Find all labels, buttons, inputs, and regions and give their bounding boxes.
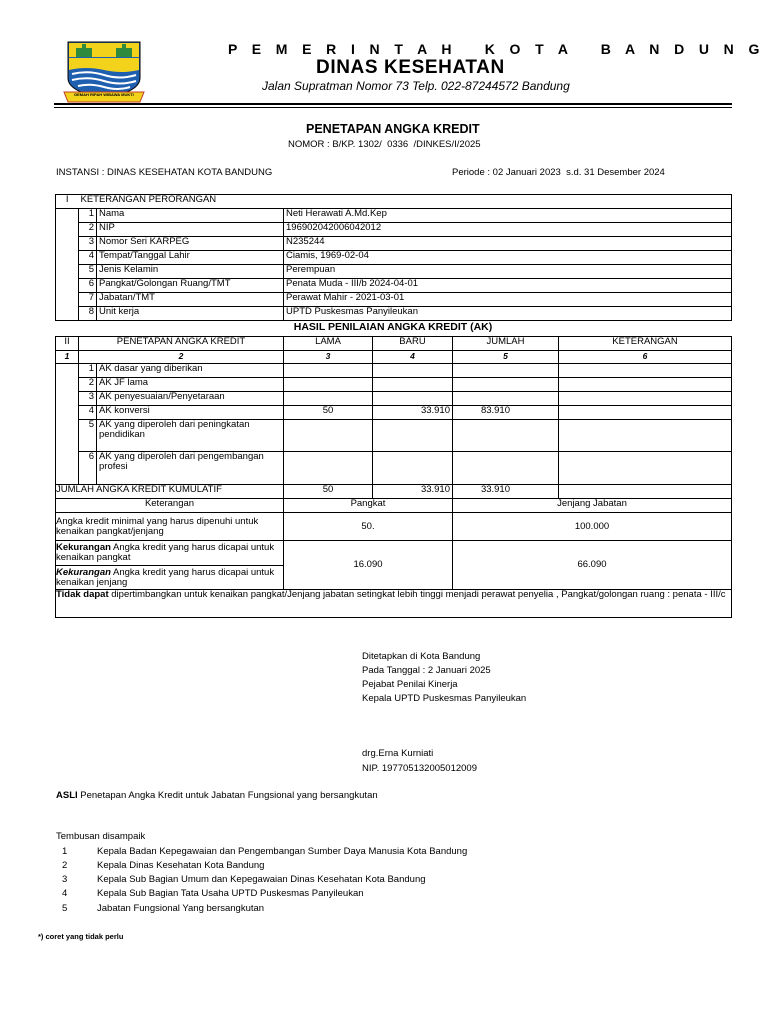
asli-note: ASLI Penetapan Angka Kredit untuk Jabatan Fungsional yang bersangkutan	[56, 790, 378, 801]
sign-date: Pada Tanggal : 2 Januari 2025	[362, 665, 491, 676]
periode-line: Periode : 02 Januari 2023 s.d. 31 Desember 2024	[452, 167, 665, 178]
personal-info-table	[55, 194, 732, 321]
table-row: 1 AK dasar yang diberikan	[56, 364, 732, 378]
sign-role: Pejabat Penilai Kinerja	[362, 679, 458, 690]
section-num: II	[56, 337, 79, 351]
section-num: I	[56, 195, 79, 209]
document-title: PENETAPAN ANGKA KREDIT	[306, 122, 480, 136]
tembusan-number: 2	[62, 860, 68, 871]
tembusan-number: 3	[62, 874, 68, 885]
total-row: JUMLAH ANGKA KREDIT KUMULATIF 50 33.910 33.910	[56, 485, 732, 499]
tembusan-item: Kepala Badan Kepegawaian dan Pengembangan Sumber Daya Manusia Kota Bandung	[97, 846, 468, 857]
agency-heading: DINAS KESEHATAN	[316, 57, 505, 78]
table-row: 5 AK yang diperoleh dari peningkatan pendidikan	[56, 420, 732, 452]
tembusan-number: 5	[62, 903, 68, 914]
sign-place: Ditetapkan di Kota Bandung	[362, 651, 481, 662]
sign-position: Kepala UPTD Puskesmas Panyileukan	[362, 693, 527, 704]
kekurangan-pangkat-row: Kekurangan Angka kredit yang harus dicapai untuk kenaikan pangkat 16.090 66.090	[56, 541, 732, 566]
document-number: NOMOR : B/KP. 1302/ 0336 /DINKES/I/2025	[288, 139, 481, 150]
table-row: 6 Pangkat/Golongan Ruang/TMT Penata Muda - III/b 2024-04-01	[56, 279, 732, 293]
tembusan-item: Kepala Sub Bagian Tata Usaha UPTD Puskesmas Panyileukan	[97, 888, 364, 899]
tembusan-item: Kepala Sub Bagian Umum dan Kepegawaian Dinas Kesehatan Kota Bandung	[97, 874, 426, 885]
table-row: 2 NIP 196902042006042012	[56, 223, 732, 237]
table-row: 2 AK JF lama	[56, 378, 732, 392]
letterhead-rule-thin	[54, 107, 732, 108]
tembusan-item: Kepala Dinas Kesehatan Kota Bandung	[97, 860, 265, 871]
angka-kredit-table	[55, 336, 732, 618]
table-row: 7 Jabatan/TMT Perawat Mahir - 2021-03-01	[56, 293, 732, 307]
tembusan-number: 4	[62, 888, 68, 899]
table-row: 3 AK penyesuaian/Penyetaraan	[56, 392, 732, 406]
table-header-row: II PENETAPAN ANGKA KREDIT LAMA BARU JUMLAH KETERANGAN	[56, 337, 732, 351]
table-row: 5 Jenis Kelamin Perempuan	[56, 265, 732, 279]
kekurangan-pangkat-value: 16.090	[284, 541, 453, 590]
letterhead-rule	[54, 103, 732, 105]
hasil-penilaian-banner: HASIL PENILAIAN ANGKA KREDIT (AK)	[293, 321, 493, 333]
section-title: KETERANGAN PERORANGAN	[79, 195, 732, 209]
table-row: 8 Unit kerja UPTD Puskesmas Panyileukan	[56, 307, 732, 321]
minimal-row: Angka kredit minimal yang harus dipenuhi untuk kenaikan pangkat/jenjang 50. 100.000	[56, 513, 732, 541]
kekurangan-jenjang-row: Kekurangan Angka kredit yang harus dicapai untuk kenaikan jenjang	[56, 566, 732, 590]
agency-address: Jalan Supratman Nomor 73 Telp. 022-87244572 Bandung	[262, 79, 570, 93]
table-row: 3 Nomor Seri KARPEG N235244	[56, 237, 732, 251]
signer-nip: NIP. 197705132005012009	[362, 763, 477, 774]
keterangan-header-row: Keterangan Pangkat Jenjang Jabatan	[56, 499, 732, 513]
logo-ribbon-text: GEMAH RIPAH WIBAWA MUKTI	[74, 92, 134, 97]
tembusan-number: 1	[62, 846, 68, 857]
table-row: 4 AK konversi 50 33.910 83.910	[56, 406, 732, 420]
column-number-row: 1 2 3 4 5 6	[56, 351, 732, 364]
tidak-dapat-row: Tidak dapat dipertimbangkan untuk kenaikan pangkat/Jenjang jabatan setingkat lebih tinggi menjadi perawat penyelia , Pangkat/golongan ruang : penata - III/c	[56, 590, 732, 618]
table-row: 1 Nama Neti Herawati A.Md.Kep	[56, 209, 732, 223]
table-row: 4 Tempat/Tanggal Lahir Ciamis, 1969-02-04	[56, 251, 732, 265]
government-heading: P E M E R I N T A H K O T A B A N D U N G	[228, 41, 765, 57]
tembusan-title: Tembusan disampaik	[56, 831, 146, 842]
table-row: 6 AK yang diperoleh dari pengembangan profesi	[56, 452, 732, 485]
tembusan-item: Jabatan Fungsional Yang bersangkutan	[97, 903, 265, 914]
footnote: *) coret yang tidak perlu	[38, 932, 124, 941]
signer-name: drg.Erna Kurniati	[362, 748, 434, 759]
kekurangan-jenjang-value: 66.090	[453, 541, 732, 590]
instansi-line: INSTANSI : DINAS KESEHATAN KOTA BANDUNG	[56, 167, 273, 178]
